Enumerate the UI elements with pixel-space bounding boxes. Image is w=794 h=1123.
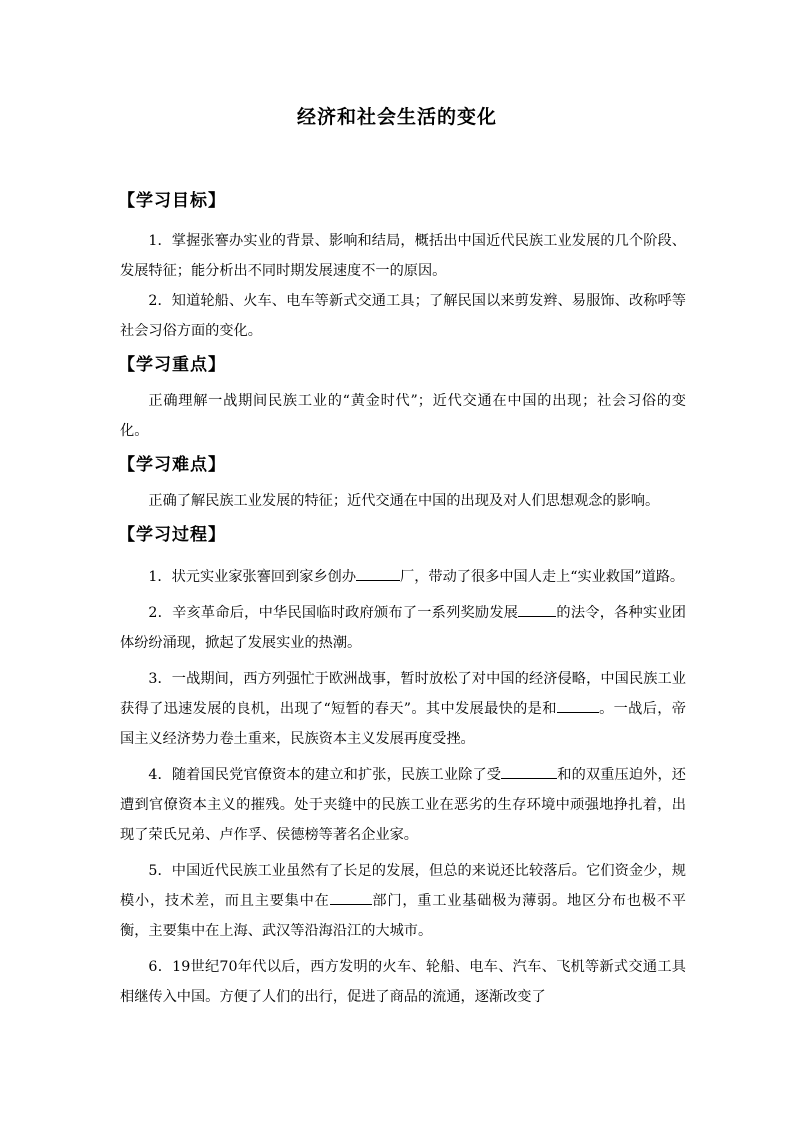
process-item-3-text-b: 和 bbox=[542, 701, 557, 717]
process-item-2-text-b: 的法令，各种实业团体纷纷涌现，掀起了发展实业的热潮。 bbox=[120, 605, 686, 651]
process-item-2 bbox=[120, 598, 686, 658]
process-item-4-text-a: 4．随着国民党官僚资本的建立和扩张，民族工业除了受 bbox=[148, 767, 502, 783]
process-item-3-text-a: 3．一战期间，西方列强忙于欧洲战事，暂时放松了对中国的经济侵略，中国民族工业获得了迅速发展的良机，出现了“短暂的春天”。其中发展最快的是 bbox=[120, 671, 686, 717]
goal-item-2: 2．知道轮船、火车、电车等新式交通工具；了解民国以来剪发辫、易服饰、改称呼等社会习俗方面的变化。 bbox=[120, 293, 686, 339]
key-points-text: 正确理解一战期间民族工业的“黄金时代”；近代交通在中国的出现；社会习俗的变化。 bbox=[120, 393, 686, 439]
process-item-4-text-b: 和 bbox=[557, 767, 572, 783]
process-item-4 bbox=[120, 760, 686, 850]
fill-blank[interactable] bbox=[501, 762, 557, 779]
process-item-5-text-a: 5．中国近代民族工业虽然有了长足的发展，但总的来说还比较落后。它们资金少，规模小，技术差，而且主要集中在 bbox=[120, 863, 686, 909]
fill-blank[interactable] bbox=[330, 888, 372, 905]
heading-difficulties: 【学习难点】 bbox=[118, 455, 226, 475]
fill-blank[interactable] bbox=[518, 600, 556, 617]
process-item-1-text-a: 1．状元实业家张謇回到家乡创办 bbox=[148, 569, 357, 585]
process-item-4-text-c: 的双重压迫外，还遭到官僚资本主义的摧残。处于夹缝中的民族工业在恶劣的生存环境中顽强地挣扎着，出现了荣氏兄弟、卢作孚、侯德榜等著名企业家。 bbox=[120, 767, 686, 843]
process-item-2-text-a: 2．辛亥革命后，中华民国临时政府颁布了一系列奖励发展 bbox=[148, 605, 519, 621]
heading-goals: 【学习目标】 bbox=[118, 191, 226, 211]
fill-blank[interactable] bbox=[557, 696, 599, 713]
heading-process: 【学习过程】 bbox=[118, 525, 226, 545]
document-title: 经济和社会生活的变化 bbox=[296, 106, 497, 128]
heading-key-points: 【学习重点】 bbox=[118, 355, 226, 375]
process-item-6 bbox=[120, 952, 686, 1012]
process-item-5 bbox=[120, 856, 686, 946]
process-item-3 bbox=[120, 664, 686, 754]
process-item-5-text-b: 部门，重工业基础极为薄弱。地区分布也极不平衡，主要集中在上海、武汉等沿海沿江的大城市。 bbox=[120, 893, 686, 939]
process-item-3-text-c: 。一战后，帝国主义经济势力卷土重来，民族资本主义发展再度受挫。 bbox=[120, 701, 686, 747]
document-body bbox=[120, 186, 686, 1012]
fill-blank[interactable] bbox=[356, 564, 400, 581]
process-item-1-text-b: 厂，带动了很多中国人走上“实业救国”道路。 bbox=[400, 569, 685, 585]
difficulties-text: 正确了解民族工业发展的特征；近代交通在中国的出现及对人们思想观念的影响。 bbox=[148, 493, 660, 509]
process-item-1 bbox=[120, 562, 686, 592]
process-item-6-text-a: 6．19世纪70年代以后，西方发明的火车、轮船、电车、汽车、飞机等新式交通工具相继传入中国。方便了人们的出行，促进了商品的流通，逐渐改变了 bbox=[120, 959, 686, 1005]
goal-item-1: 1．掌握张謇办实业的背景、影响和结局，概括出中国近代民族工业发展的几个阶段、发展特征；能分析出不同时期发展速度不一的原因。 bbox=[120, 233, 686, 279]
